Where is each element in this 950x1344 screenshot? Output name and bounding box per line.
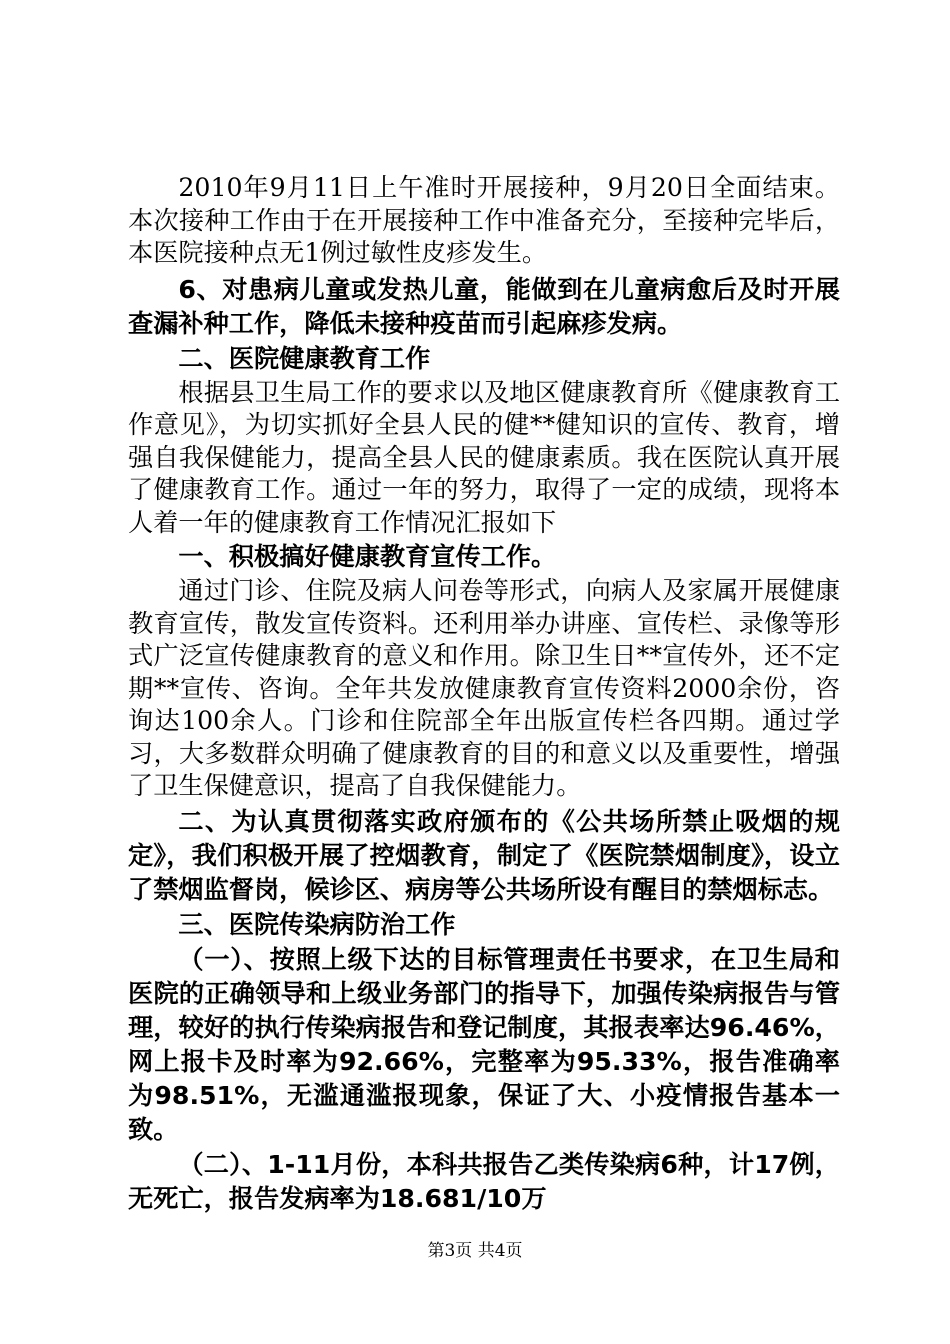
paragraph-smoking-control: 二、为认真贯彻落实政府颁布的《公共场所禁止吸烟的规定》，我们积极开展了控烟教育，制定了《医院禁烟制度》，设立了禁烟监督岗，候诊区、病房等公共场所设有醒目的禁烟标志。 xyxy=(128,806,840,904)
heading-health-education: 二、医院健康教育工作 xyxy=(178,343,431,373)
heading-infectious-disease: 三、医院传染病防治工作 xyxy=(178,909,456,939)
paragraph-health-education-intro: 根据县卫生局工作的要求以及地区健康教育所《健康教育工作意见》，为切实抓好全县人民的健**健知识的宣传、教育，增强自我保健能力，提高全县人民的健康素质。我在医院认真开展了健康教育工作。通过一年的努力，取得了一定的成绩，现将本人着一年的健康教育工作情况汇报如下 xyxy=(128,377,840,537)
paragraph-sick-children: 6、对患病儿童或发热儿童，能做到在儿童病愈后及时开展查漏补种工作，降低未接种疫苗而引起麻疹发病。 xyxy=(128,274,840,338)
paragraph-vaccination-schedule: 2010年9月11日上午准时开展接种，9月20日全面结束。本次接种工作由于在开展接种工作中准备充分，至接种完毕后，本医院接种点无1例过敏性皮疹发生。 xyxy=(128,173,840,267)
page-footer: 第3页 共4页 xyxy=(427,1241,523,1261)
paragraph-publicity-details: 通过门诊、住院及病人问卷等形式，向病人及家属开展健康教育宣传，散发宣传资料。还利用举办讲座、宣传栏、录像等形式广泛宣传健康教育的意义和作用。除卫生日**宣传外，还不定期**宣传、咨询。全年共发放健康教育宣传资料2000余份，咨询达100余人。门诊和住院部全年出版宣传栏各四期。通过学习，大多数群众明确了健康教育的目的和意义以及重要性，增强了卫生保健意识，提高了自我保健能力。 xyxy=(128,576,840,800)
heading-publicity-work: 一、积极搞好健康教育宣传工作。 xyxy=(178,542,557,571)
document-body xyxy=(128,172,840,1216)
paragraph-disease-statistics: （二）、1-11月份，本科共报告乙类传染病6种，计17例，无死亡，报告发病率为18.681/10万 xyxy=(128,1149,840,1213)
paragraph-disease-reporting: （一）、按照上级下达的目标管理责任书要求，在卫生局和医院的正确领导和上级业务部门的指导下，加强传染病报告与管理，较好的执行传染病报告和登记制度，其报表率达96.46%，网上报卡及时率为92.66%，完整率为95.33%，报告准确率为98.51%，无滥通滥报现象，保证了大、小疫情报告基本一致。 xyxy=(128,944,840,1144)
